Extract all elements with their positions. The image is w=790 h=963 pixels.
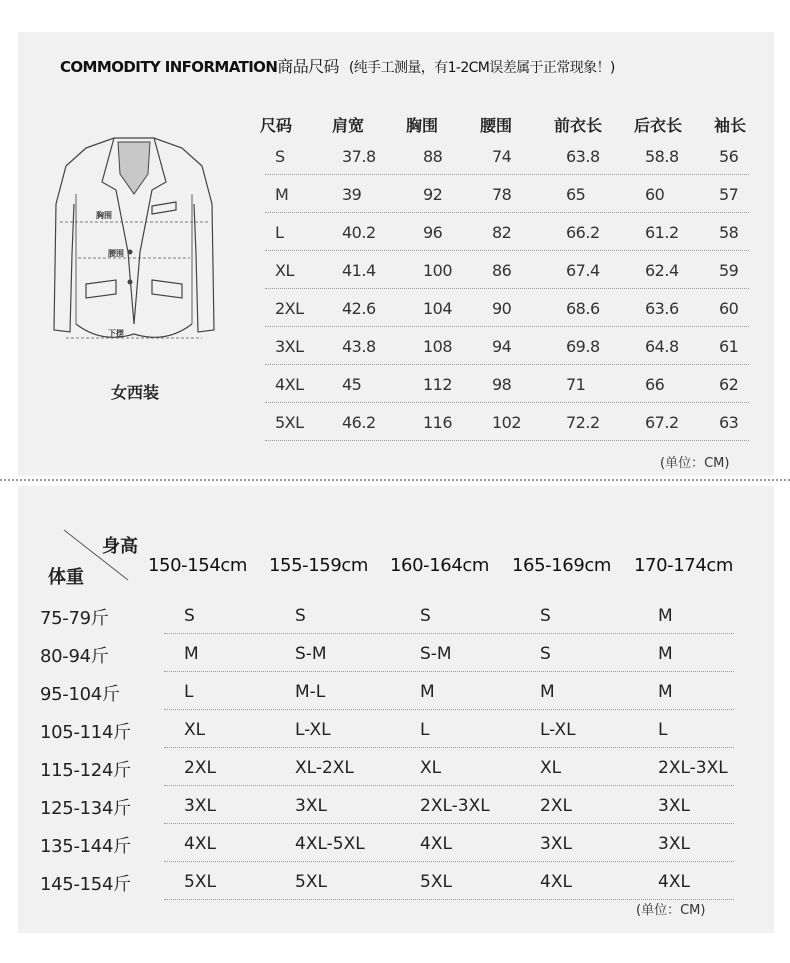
recommended-size: XL [420,758,442,778]
recommended-size: L [658,720,668,740]
recommended-size: M [658,682,673,702]
cell-back-length: 64.8 [645,337,679,356]
cell-sleeve: 63 [719,413,739,432]
cell-sleeve: 61 [719,337,739,356]
cell-waist: 82 [492,223,512,242]
recommended-size: 5XL [184,872,216,892]
title-english: COMMODITY INFORMATION [60,58,278,76]
cell-shoulder: 40.2 [342,223,376,242]
cell-back-length: 62.4 [645,261,679,280]
weight-range: 105-114斤 [40,722,131,743]
table-row [265,137,749,175]
cell-chest: 116 [423,413,453,432]
table-row [265,327,749,365]
cell-shoulder: 41.4 [342,261,376,280]
cell-back-length: 67.2 [645,413,679,432]
recommended-size: S [295,606,306,626]
recommended-size: 2XL [184,758,216,778]
weight-range: 115-124斤 [40,760,131,781]
hem-label: 下摆 [108,329,124,338]
cell-waist: 74 [492,147,512,166]
height-col-4: 165-169cm [512,555,612,576]
table-row [265,175,749,213]
table-row [40,748,740,786]
recommended-size: M [420,682,435,702]
recommended-size: 3XL [295,796,327,816]
table-row [40,786,740,824]
header-back-length: 后衣长 [634,116,683,135]
cell-sleeve: 56 [719,147,739,166]
cell-waist: 102 [492,413,522,432]
recommended-size: M [184,644,199,664]
waist-label: 腰围 [108,249,124,258]
cell-back-length: 61.2 [645,223,679,242]
cell-front-length: 63.8 [566,147,600,166]
table-row [265,213,749,251]
recommended-size: S-M [295,644,327,664]
chest-label: 胸围 [96,211,112,220]
header-front-length: 前衣长 [554,116,603,135]
cell-size: 3XL [275,337,304,356]
height-col-5: 170-174cm [634,555,734,576]
cell-chest: 92 [423,185,443,204]
weight-range: 75-79斤 [40,608,109,629]
table-row [40,824,740,862]
cell-front-length: 68.6 [566,299,600,318]
cell-chest: 96 [423,223,443,242]
page-title [60,54,615,77]
table-row [265,251,749,289]
recommended-size: L [420,720,430,740]
recommended-size: M [540,682,555,702]
size-unit: (单位：CM) [660,456,730,471]
height-col-2: 155-159cm [269,555,369,576]
recommended-size: 3XL [658,796,690,816]
weight-range: 135-144斤 [40,836,131,857]
cell-front-length: 67.4 [566,261,600,280]
table-row [265,365,749,403]
recommended-size: M [658,644,673,664]
cell-back-length: 58.8 [645,147,679,166]
cell-shoulder: 37.8 [342,147,376,166]
recommended-size: XL [184,720,206,740]
recommended-size: S [540,606,551,626]
height-col-3: 160-164cm [390,555,490,576]
cell-chest: 108 [423,337,453,356]
cell-waist: 98 [492,375,512,394]
cell-back-length: 66 [645,375,665,394]
recommended-size: 4XL [184,834,216,854]
table-row [40,710,740,748]
cell-size: 4XL [275,375,304,394]
recommended-size: L [184,682,194,702]
recommended-size: XL-2XL [295,758,354,778]
cell-shoulder: 45 [342,375,362,394]
table-row [40,862,740,900]
table-row [265,289,749,327]
recommended-size: 3XL [658,834,690,854]
weight-range: 125-134斤 [40,798,131,819]
corner-height-label: 身高 [102,536,138,557]
table-row [40,672,740,710]
cell-size: S [275,147,285,166]
recommend-unit: (单位：CM) [636,903,706,918]
recommended-size: 2XL [540,796,572,816]
recommended-size: S [184,606,195,626]
recommended-size: 3XL [184,796,216,816]
cell-size: M [275,185,289,204]
header-chest: 胸围 [406,116,439,135]
cell-size: 2XL [275,299,304,318]
measurement-note: (纯手工测量，有1-2CM误差属于正常现象！) [348,60,615,76]
cell-front-length: 66.2 [566,223,600,242]
recommended-size: S [540,644,551,664]
cell-waist: 90 [492,299,512,318]
header-sleeve: 袖长 [714,116,747,135]
cell-size: XL [275,261,294,280]
recommended-size: L-XL [295,720,331,740]
recommended-size: 2XL-3XL [420,796,490,816]
cell-front-length: 69.8 [566,337,600,356]
weight-range: 145-154斤 [40,874,131,895]
cell-chest: 88 [423,147,443,166]
cell-waist: 94 [492,337,512,356]
recommended-size: 4XL [420,834,452,854]
cell-chest: 100 [423,261,453,280]
blazer-illustration [52,134,216,356]
header-waist: 腰围 [480,116,513,135]
cell-sleeve: 59 [719,261,739,280]
cell-shoulder: 46.2 [342,413,376,432]
recommended-size: 2XL-3XL [658,758,728,778]
recommended-size: M-L [295,682,326,702]
cell-chest: 112 [423,375,453,394]
recommended-size: M [658,606,673,626]
table-row [40,634,740,672]
recommended-size: 5XL [295,872,327,892]
recommended-size: S [420,606,431,626]
cell-front-length: 72.2 [566,413,600,432]
cell-back-length: 60 [645,185,665,204]
cell-shoulder: 42.6 [342,299,376,318]
cell-front-length: 71 [566,375,586,394]
weight-range: 95-104斤 [40,684,120,705]
recommended-size: S-M [420,644,452,664]
cell-back-length: 63.6 [645,299,679,318]
cell-waist: 78 [492,185,512,204]
height-col-1: 150-154cm [148,555,248,576]
cell-shoulder: 39 [342,185,362,204]
recommended-size: 5XL [420,872,452,892]
cell-sleeve: 60 [719,299,739,318]
weight-range: 80-94斤 [40,646,109,667]
recommended-size: 4XL [658,872,690,892]
recommended-size: 3XL [540,834,572,854]
cell-sleeve: 57 [719,185,739,204]
title-chinese: 商品尺码 [277,57,339,76]
cell-waist: 86 [492,261,512,280]
header-shoulder: 肩宽 [332,116,365,135]
cell-shoulder: 43.8 [342,337,376,356]
cell-size: L [275,223,284,242]
recommended-size: 4XL-5XL [295,834,365,854]
cell-sleeve: 62 [719,375,739,394]
recommended-size: 4XL [540,872,572,892]
section-divider [0,479,790,481]
cell-chest: 104 [423,299,453,318]
table-row [265,403,749,441]
cell-size: 5XL [275,413,304,432]
cell-front-length: 65 [566,185,586,204]
cell-sleeve: 58 [719,223,739,242]
recommended-size: XL [540,758,562,778]
table-row [40,596,740,634]
product-caption: 女西装 [110,383,159,402]
corner-weight-label: 体重 [48,567,84,588]
header-size: 尺码 [260,116,293,135]
recommended-size: L-XL [540,720,576,740]
